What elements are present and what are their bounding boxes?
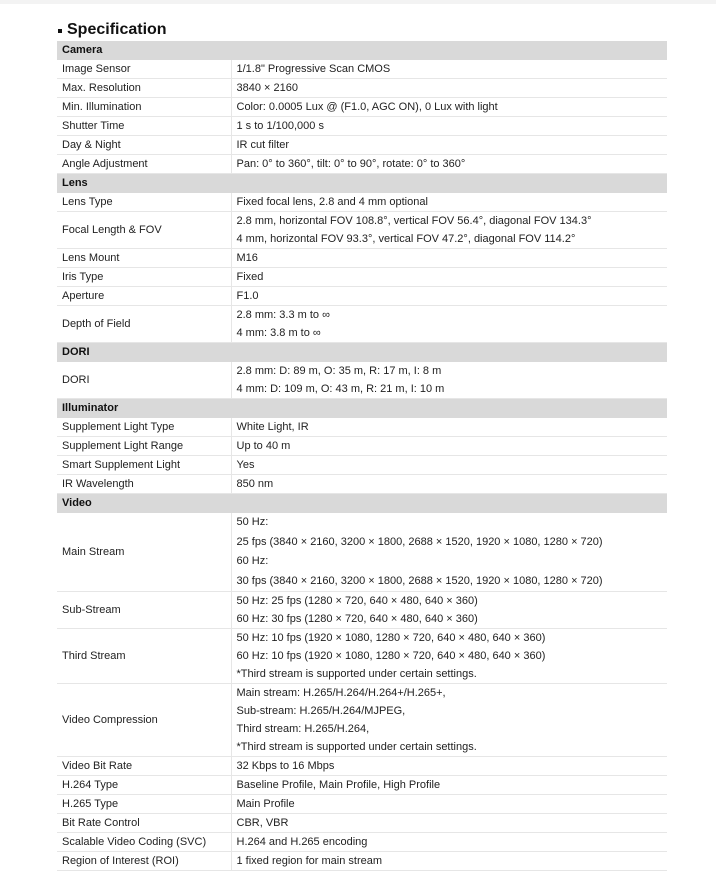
spec-value-line: 4 mm: 3.8 m to ∞ — [236, 327, 321, 339]
spec-label: Main Stream — [57, 513, 231, 592]
spec-value-line: Main stream: H.265/H.264/H.264+/H.265+, — [236, 687, 446, 699]
spec-label: Iris Type — [57, 268, 231, 287]
spec-row — [57, 757, 667, 776]
spec-value-line: Main Profile — [236, 798, 295, 810]
spec-value — [231, 437, 667, 456]
spec-value-line: 1 fixed region for main stream — [236, 855, 383, 867]
spec-value — [231, 795, 667, 814]
spec-value — [231, 193, 667, 212]
spec-value-line: Fixed — [236, 271, 264, 283]
spec-value — [231, 117, 667, 136]
spec-value-line: 2.8 mm: D: 89 m, O: 35 m, R: 17 m, I: 8 m — [236, 365, 442, 377]
spec-value-line: CBR, VBR — [236, 817, 289, 829]
spec-row — [57, 155, 667, 174]
spec-row — [57, 833, 667, 852]
spec-row — [57, 249, 667, 268]
spec-row — [57, 684, 667, 757]
bullet-icon — [58, 29, 62, 33]
section-title: Video — [57, 494, 667, 513]
spec-value-line: Color: 0.0005 Lux @ (F1.0, AGC ON), 0 Lux with light — [236, 101, 498, 113]
spec-value — [231, 268, 667, 287]
spec-value-line: 2.8 mm, horizontal FOV 108.8°, vertical FOV 56.4°, diagonal FOV 134.3° — [236, 215, 592, 227]
section-header-row — [57, 399, 667, 418]
spec-value — [231, 287, 667, 306]
spec-value-line: 850 nm — [236, 478, 274, 490]
spec-row — [57, 362, 667, 399]
spec-value-line: 3840 × 2160 — [236, 82, 298, 94]
spec-row — [57, 456, 667, 475]
spec-label: Image Sensor — [57, 60, 231, 79]
spec-value — [231, 629, 667, 684]
spec-value — [231, 475, 667, 494]
spec-label: Video Bit Rate — [57, 757, 231, 776]
spec-label: Shutter Time — [57, 117, 231, 136]
spec-label: Third Stream — [57, 629, 231, 684]
spec-value-line: 50 Hz: — [236, 516, 269, 528]
spec-label: Video Compression — [57, 684, 231, 757]
spec-label: DORI — [57, 362, 231, 399]
spec-value-line: 50 Hz: 25 fps (1280 × 720, 640 × 480, 640 × 360) — [236, 595, 478, 607]
spec-label: Sub-Stream — [57, 592, 231, 629]
spec-value-line: White Light, IR — [236, 421, 309, 433]
spec-value-line: 50 Hz: 10 fps (1920 × 1080, 1280 × 720, 640 × 480, 640 × 360) — [236, 632, 546, 644]
spec-row — [57, 79, 667, 98]
specification-table-body — [57, 41, 667, 871]
spec-label: Day & Night — [57, 136, 231, 155]
spec-label: Depth of Field — [57, 306, 231, 343]
spec-value — [231, 513, 667, 592]
spec-value — [231, 306, 667, 343]
spec-value-line: Pan: 0° to 360°, tilt: 0° to 90°, rotate: 0° to 360° — [236, 158, 466, 170]
spec-value — [231, 249, 667, 268]
spec-row — [57, 287, 667, 306]
spec-value-line: Third stream: H.265/H.264, — [236, 723, 370, 735]
spec-row — [57, 268, 667, 287]
spec-row — [57, 212, 667, 249]
spec-value — [231, 776, 667, 795]
spec-label: Smart Supplement Light — [57, 456, 231, 475]
spec-value-line: 30 fps (3840 × 2160, 3200 × 1800, 2688 × 1520, 1920 × 1080, 1280 × 720) — [236, 574, 603, 587]
spec-row — [57, 795, 667, 814]
spec-label: H.265 Type — [57, 795, 231, 814]
section-title: Lens — [57, 174, 667, 193]
section-header-row — [57, 41, 667, 60]
spec-value — [231, 592, 667, 629]
spec-row — [57, 136, 667, 155]
spec-label: Min. Illumination — [57, 98, 231, 117]
spec-value — [231, 79, 667, 98]
spec-value-line: H.264 and H.265 encoding — [236, 836, 368, 848]
section-header-row — [57, 174, 667, 193]
section-title: DORI — [57, 343, 667, 362]
spec-value-line: *Third stream is supported under certain settings. — [236, 668, 477, 680]
spec-row — [57, 814, 667, 833]
spec-row — [57, 776, 667, 795]
spec-value — [231, 136, 667, 155]
spec-label: Supplement Light Type — [57, 418, 231, 437]
spec-value — [231, 757, 667, 776]
spec-row — [57, 60, 667, 79]
spec-label: IR Wavelength — [57, 475, 231, 494]
spec-value-line: 4 mm, horizontal FOV 93.3°, vertical FOV 47.2°, diagonal FOV 114.2° — [236, 233, 576, 245]
spec-value — [231, 362, 667, 399]
spec-label: Region of Interest (ROI) — [57, 852, 231, 871]
spec-row — [57, 306, 667, 343]
spec-label: Aperture — [57, 287, 231, 306]
spec-label: Supplement Light Range — [57, 437, 231, 456]
spec-value — [231, 852, 667, 871]
spec-value-line: 4 mm: D: 109 m, O: 43 m, R: 21 m, I: 10 m — [236, 383, 445, 395]
spec-label: Lens Mount — [57, 249, 231, 268]
spec-value — [231, 212, 667, 249]
spec-value — [231, 60, 667, 79]
spec-value-line: Up to 40 m — [236, 440, 291, 452]
spec-label: Scalable Video Coding (SVC) — [57, 833, 231, 852]
spec-value-line: M16 — [236, 252, 258, 264]
spec-label: Lens Type — [57, 193, 231, 212]
section-title: Illuminator — [57, 399, 667, 418]
spec-label: Angle Adjustment — [57, 155, 231, 174]
specification-table — [57, 41, 667, 871]
spec-value-line: F1.0 — [236, 290, 259, 302]
section-title: Camera — [57, 41, 667, 60]
spec-row — [57, 852, 667, 871]
spec-label: Bit Rate Control — [57, 814, 231, 833]
spec-value-line: 1 s to 1/100,000 s — [236, 120, 324, 132]
page-title — [58, 21, 167, 39]
page-title-text: Specification — [67, 21, 167, 38]
spec-row — [57, 513, 667, 592]
spec-row — [57, 193, 667, 212]
spec-value-line: Sub-stream: H.265/H.264/MJPEG, — [236, 705, 406, 717]
spec-label: H.264 Type — [57, 776, 231, 795]
spec-value-line: Yes — [236, 459, 255, 471]
spec-label: Max. Resolution — [57, 79, 231, 98]
spec-row — [57, 418, 667, 437]
spec-value — [231, 833, 667, 852]
spec-value — [231, 456, 667, 475]
spec-row — [57, 437, 667, 456]
spec-value-line: 25 fps (3840 × 2160, 3200 × 1800, 2688 × 1520, 1920 × 1080, 1280 × 720) — [236, 535, 603, 548]
spec-row — [57, 98, 667, 117]
spec-value — [231, 684, 667, 757]
spec-row — [57, 629, 667, 684]
spec-value — [231, 814, 667, 833]
spec-value-line: IR cut filter — [236, 139, 290, 151]
spec-value — [231, 98, 667, 117]
spec-value-line: 60 Hz: 30 fps (1280 × 720, 640 × 480, 640 × 360) — [236, 613, 478, 625]
spec-value-line: Baseline Profile, Main Profile, High Profile — [236, 779, 441, 791]
spec-row — [57, 475, 667, 494]
spec-value-line: 32 Kbps to 16 Mbps — [236, 760, 335, 772]
spec-value-line: 2.8 mm: 3.3 m to ∞ — [236, 309, 330, 321]
section-header-row — [57, 494, 667, 513]
spec-value-line: 60 Hz: 10 fps (1920 × 1080, 1280 × 720, 640 × 480, 640 × 360) — [236, 650, 546, 662]
spec-value-line: 60 Hz: — [236, 555, 269, 567]
spec-value — [231, 155, 667, 174]
spec-value — [231, 418, 667, 437]
spec-label: Focal Length & FOV — [57, 212, 231, 249]
spec-value-line: 1/1.8" Progressive Scan CMOS — [236, 63, 391, 75]
spec-value-line: *Third stream is supported under certain settings. — [236, 741, 477, 753]
section-header-row — [57, 343, 667, 362]
page-top-strip — [0, 0, 716, 4]
spec-row — [57, 592, 667, 629]
spec-value-line: Fixed focal lens, 2.8 and 4 mm optional — [236, 196, 428, 208]
spec-row — [57, 117, 667, 136]
